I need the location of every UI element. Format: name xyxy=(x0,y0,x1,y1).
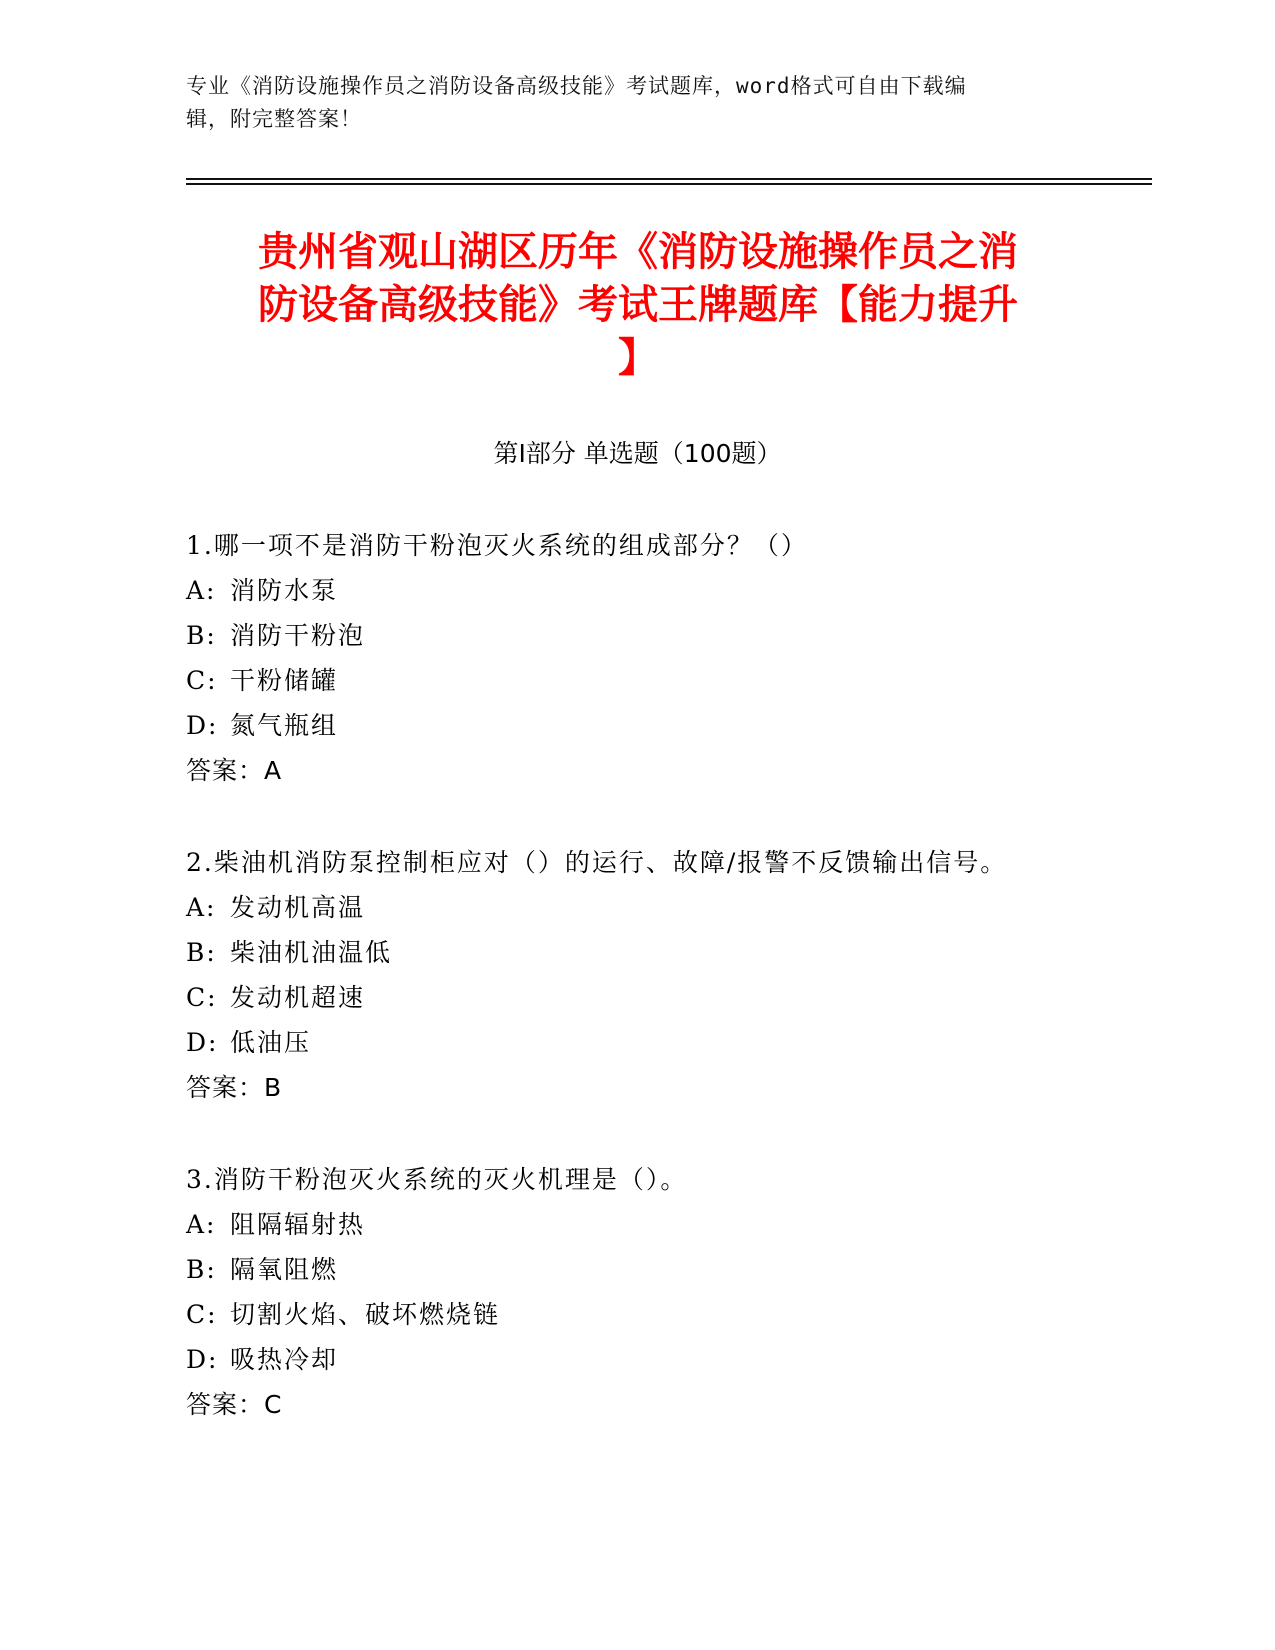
option-d xyxy=(186,1337,1146,1382)
option-text: 氮气瓶组 xyxy=(230,711,339,740)
option-b xyxy=(186,1247,1146,1292)
header-note-line-1: 专业《消防设施操作员之消防设备高级技能》考试题库，word格式可自由下载编 xyxy=(186,74,967,98)
option-letter: A: xyxy=(186,893,217,922)
option-d xyxy=(186,703,1146,748)
question-stem: 3.消防干粉泡灭火系统的灭火机理是（）。 xyxy=(186,1165,688,1194)
option-text: 低油压 xyxy=(230,1028,312,1057)
question-1 xyxy=(186,523,1146,793)
document-title xyxy=(198,226,1078,385)
question-3 xyxy=(186,1157,1146,1427)
header-divider-bottom xyxy=(186,183,1152,185)
option-letter: D: xyxy=(186,1345,219,1374)
option-letter: D: xyxy=(186,711,219,740)
section-title: 第Ⅰ部分 单选题（100题） xyxy=(493,439,782,468)
option-c xyxy=(186,1292,1146,1337)
option-letter: A: xyxy=(186,1210,217,1239)
option-text: 发动机高温 xyxy=(230,893,366,922)
option-text: 切割火焰、破坏燃烧链 xyxy=(230,1300,501,1329)
answer: 答案：C xyxy=(186,1390,283,1419)
option-a xyxy=(186,568,1146,613)
option-text: 干粉储罐 xyxy=(230,666,339,695)
document-title-line-3: 】 xyxy=(618,335,658,381)
option-letter: C: xyxy=(186,1300,218,1329)
answer: 答案：A xyxy=(186,756,283,785)
option-c xyxy=(186,975,1146,1020)
option-letter: B: xyxy=(186,938,217,967)
header-note-line-2: 辑，附完整答案！ xyxy=(186,107,362,131)
option-letter: C: xyxy=(186,983,218,1012)
option-c xyxy=(186,658,1146,703)
option-text: 隔氧阻燃 xyxy=(230,1255,339,1284)
option-text: 吸热冷却 xyxy=(230,1345,339,1374)
option-text: 发动机超速 xyxy=(230,983,366,1012)
question-2 xyxy=(186,840,1146,1110)
option-text: 消防水泵 xyxy=(230,576,339,605)
option-text: 阻隔辐射热 xyxy=(230,1210,366,1239)
document-title-line-2: 防设备高级技能》考试王牌题库【能力提升 xyxy=(258,282,1018,328)
header-note xyxy=(186,70,1066,136)
option-text: 消防干粉泡 xyxy=(230,621,366,650)
option-text: 柴油机油温低 xyxy=(230,938,393,967)
question-stem: 1.哪一项不是消防干粉泡灭火系统的组成部分？（） xyxy=(186,531,808,560)
option-letter: B: xyxy=(186,621,217,650)
option-a xyxy=(186,885,1146,930)
option-letter: D: xyxy=(186,1028,219,1057)
option-b xyxy=(186,613,1146,658)
option-d xyxy=(186,1020,1146,1065)
option-letter: A: xyxy=(186,576,217,605)
option-a xyxy=(186,1202,1146,1247)
answer: 答案：B xyxy=(186,1073,283,1102)
option-b xyxy=(186,930,1146,975)
option-letter: B: xyxy=(186,1255,217,1284)
header-divider-top xyxy=(186,178,1152,180)
question-stem: 2.柴油机消防泵控制柜应对（）的运行、故障/报警不反馈输出信号。 xyxy=(186,848,1008,877)
option-letter: C: xyxy=(186,666,218,695)
document-title-line-1: 贵州省观山湖区历年《消防设施操作员之消 xyxy=(258,229,1018,275)
